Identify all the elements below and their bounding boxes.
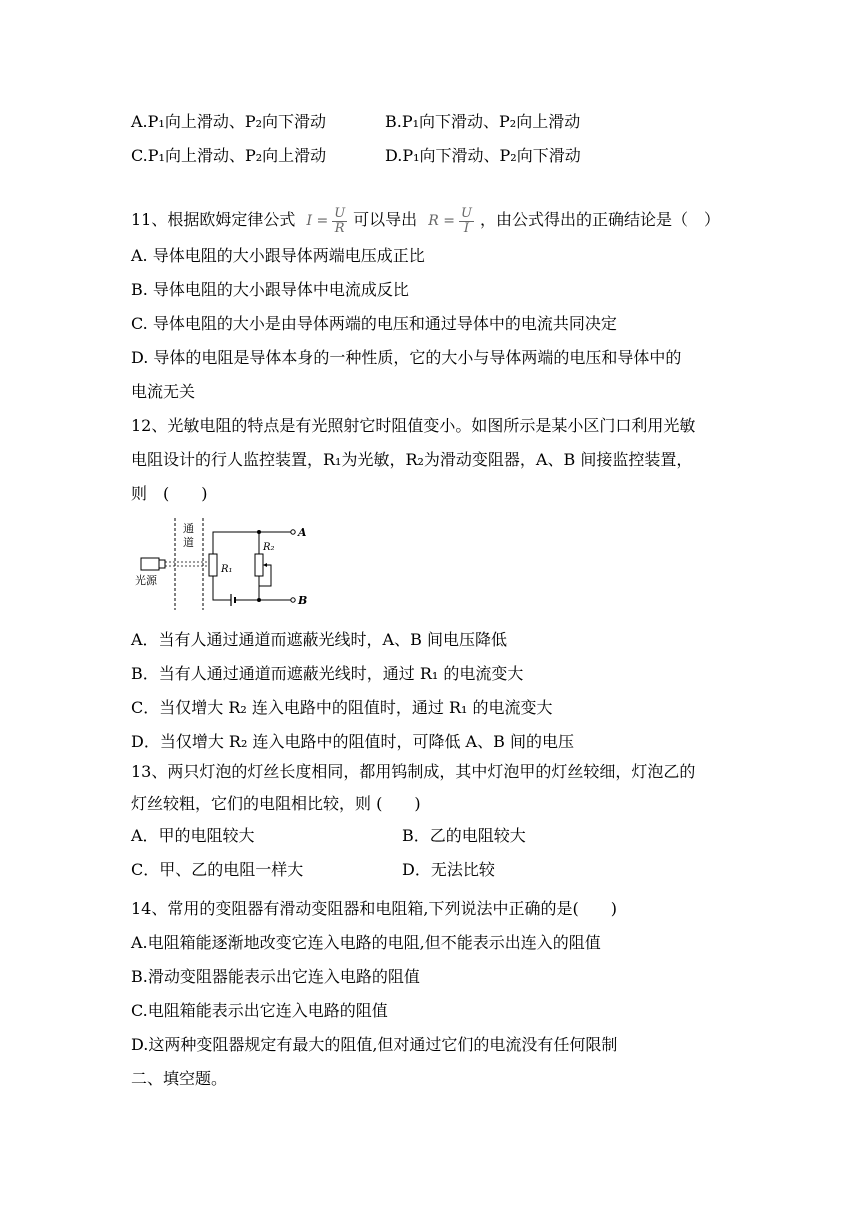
r2-label: R₂ [263,542,275,553]
q10-option-a: A.P₁向上滑动、P₂向下滑动 [131,112,327,131]
q14-option-d: D.这两种变阻器规定有最大的阻值,但对通过它们的电流没有任何限制 [131,1035,618,1054]
passage-label-1: 通 [183,522,194,535]
q13-option-c: C．甲、乙的电阻一样大 [131,860,304,879]
q13-option-b: B．乙的电阻较大 [402,826,526,845]
q11-option-d-line1: D. 导体的电阻是导体本身的一种性质，它的大小与导体两端的电压和导体中的 [131,348,682,367]
r1-label: R₁ [221,564,233,575]
light-source-icon [141,558,159,570]
terminal-a-label: A [298,526,307,539]
circuit-svg [131,514,311,614]
q10-option-d: D.P₁向下滑动、P₂向下滑动 [385,146,581,165]
terminal-a-icon [291,530,295,534]
q11-stem [131,202,720,239]
q10-option-b: B.P₁向下滑动、P₂向上滑动 [385,112,581,131]
q13-option-a: A．甲的电阻较大 [131,826,255,845]
q12-option-a: A．当有人通过通道而遮蔽光线时，A、B 间电压降低 [131,630,507,649]
q14-option-a: A.电阻箱能逐渐地改变它连入电路的电阻,但不能表示出连入的阻值 [131,933,601,952]
q11-option-c: C. 导体电阻的大小是由导体两端的电压和通过导体中的电流共同决定 [131,314,617,333]
terminal-b-label: B [298,594,308,607]
bottom-left-wire [213,576,231,600]
photoresistor-r1-icon [209,554,217,576]
q11-stem-post: ，由公式得出的正确结论是（ ） [479,210,720,229]
q12-stem-line3: 则 ( ) [131,484,208,503]
q11-stem-mid: 可以导出 [353,210,418,229]
q12-stem-line1: 12、光敏电阻的特点是有光照射它时阻值变小。如图所示是某小区门口利用光敏 [131,416,696,435]
q11-option-a: A. 导体电阻的大小跟导体两端电压成正比 [131,246,425,265]
q11-stem-pre: 11、根据欧姆定律公式 [131,210,296,229]
q12-option-b: B．当有人通过通道而遮蔽光线时，通过 R₁ 的电流变大 [131,664,524,683]
q13-stem-line1: 13、两只灯泡的灯丝长度相同，都用钨制成，其中灯泡甲的灯丝较细，灯泡乙的 [131,762,696,781]
r2-slider-arrow-icon [263,563,267,567]
light-source-label: 光源 [135,574,157,587]
section-title: 二、填空题。 [131,1069,228,1088]
q11-option-d-line2: 电流无关 [131,382,196,401]
q14-option-c: C.电阻箱能表示出它连入电路的阻值 [131,1001,388,1020]
ohm-formula-resistance: R = $\frac{U}{I}$ [428,205,472,236]
q11-option-b: B. 导体电阻的大小跟导体中电流成反比 [131,280,409,299]
q12-circuit-diagram [131,514,311,614]
rheostat-r2-icon [255,554,263,576]
q12-option-c: C．当仅增大 R₂ 连入电路中的阻值时，通过 R₁ 的电流变大 [131,698,553,717]
q12-stem-line2: 电阻设计的行人监控装置，R₁为光敏，R₂为滑动变阻器，A、B 间接监控装置， [131,450,693,469]
top-wire [213,532,291,554]
q14-stem: 14、常用的变阻器有滑动变阻器和电阻箱,下列说法中正确的是( ) [131,899,617,918]
ohm-formula-current: I = $\frac{U}{R}$ [306,205,346,236]
q13-stem-line2: 灯丝较粗，它们的电阻相比较，则 ( ) [131,794,421,813]
q14-option-b: B.滑动变阻器能表示出它连入电路的阻值 [131,967,420,986]
q12-option-d: D．当仅增大 R₂ 连入电路中的阻值时，可降低 A、B 间的电压 [131,732,574,751]
terminal-b-icon [291,598,295,602]
q10-option-c: C.P₁向上滑动、P₂向上滑动 [131,146,327,165]
passage-label-2: 道 [183,536,194,549]
q13-option-d: D．无法比较 [402,860,495,879]
